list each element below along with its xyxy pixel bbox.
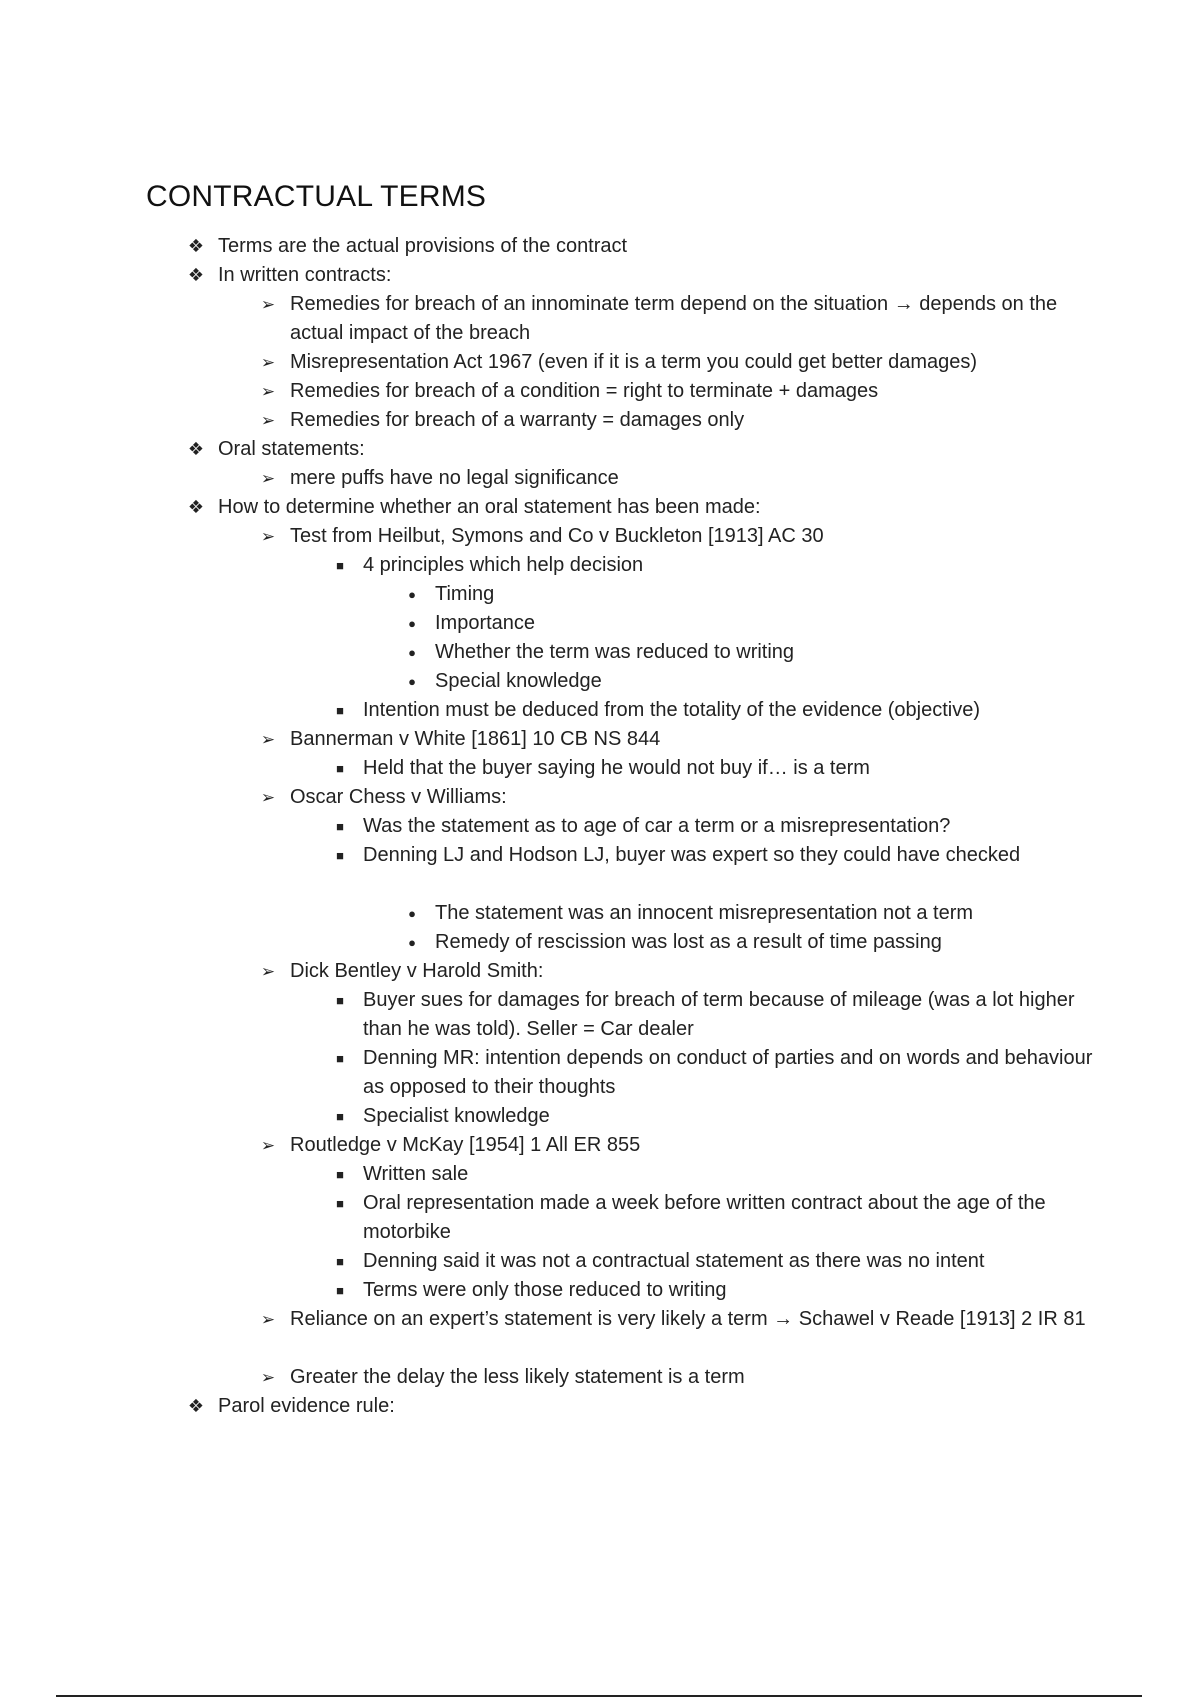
dot-bullet-icon: ● — [408, 616, 416, 631]
arrow-bullet-icon: ➢ — [260, 353, 276, 372]
list-item-text: Oral representation made a week before written contract about the age of the motorbike — [363, 1192, 1046, 1243]
list-item-text: The statement was an innocent misrepresentation not a term — [435, 902, 974, 924]
dot-bullet-icon: ● — [408, 906, 416, 921]
list-item-text: Parol evidence rule: — [218, 1395, 395, 1417]
arrow-bullet-icon: ➢ — [260, 730, 276, 749]
diamond-bullet-icon: ❖ — [187, 236, 205, 256]
list-item-text: Misrepresentation Act 1967 (even if it is a term you could get better damages) — [290, 351, 978, 373]
list-item — [0, 1247, 1200, 1276]
list-item — [0, 1131, 1200, 1160]
list-item-text: Routledge v McKay [1954] 1 All ER 855 — [290, 1134, 641, 1156]
list-item-text: Denning LJ and Hodson LJ, buyer was expert so they could have checked — [363, 844, 1021, 866]
list-item — [0, 435, 1200, 464]
list-item-text: Specialist knowledge — [363, 1105, 550, 1127]
list-item — [0, 1189, 1200, 1247]
list-item-text: How to determine whether an oral statement has been made: — [218, 496, 761, 518]
list-item-text: Timing — [435, 583, 495, 605]
list-item — [0, 638, 1200, 667]
list-item-text: Denning said it was not a contractual statement as there was no intent — [363, 1250, 985, 1272]
list-item-text: Remedies for breach of an innominate term depend on the situation → depends on the actual impact of the breach — [290, 293, 1058, 344]
list-item — [0, 957, 1200, 986]
arrow-bullet-icon: ➢ — [260, 411, 276, 430]
list-item-text: Special knowledge — [435, 670, 602, 692]
square-bullet-icon: ■ — [336, 1283, 344, 1298]
diamond-bullet-icon: ❖ — [187, 497, 205, 517]
arrow-bullet-icon: ➢ — [260, 527, 276, 546]
list-item — [0, 1160, 1200, 1189]
arrow-bullet-icon: ➢ — [260, 1310, 276, 1329]
list-item-text: Bannerman v White [1861] 10 CB NS 844 — [290, 728, 661, 750]
dot-bullet-icon: ● — [408, 587, 416, 602]
square-bullet-icon: ■ — [336, 761, 344, 776]
arrow-bullet-icon: ➢ — [260, 382, 276, 401]
arrow-bullet-icon: ➢ — [260, 962, 276, 981]
list-item — [0, 493, 1200, 522]
list-item — [0, 1363, 1200, 1392]
list-item-text: Intention must be deduced from the totality of the evidence (objective) — [363, 699, 981, 721]
list-item-text: Terms are the actual provisions of the contract — [218, 235, 628, 257]
list-item-text: Importance — [435, 612, 536, 634]
list-item — [0, 1044, 1200, 1102]
list-item-text: Greater the delay the less likely statement is a term — [290, 1366, 745, 1388]
list-item — [0, 1276, 1200, 1305]
list-item — [0, 1305, 1200, 1363]
square-bullet-icon: ■ — [336, 1196, 344, 1211]
square-bullet-icon: ■ — [336, 1167, 344, 1182]
list-item-text: Buyer sues for damages for breach of term because of mileage (was a lot higher than he was told). Seller = Car dealer — [363, 989, 1075, 1040]
list-item — [0, 522, 1200, 551]
list-item — [0, 580, 1200, 609]
list-item-text: Whether the term was reduced to writing — [435, 641, 795, 663]
list-item — [0, 696, 1200, 725]
list-item — [0, 1102, 1200, 1131]
square-bullet-icon: ■ — [336, 848, 344, 863]
square-bullet-icon: ■ — [336, 819, 344, 834]
list-item — [0, 899, 1200, 928]
list-item-text: Oscar Chess v Williams: — [290, 786, 507, 808]
list-item — [0, 928, 1200, 957]
arrow-bullet-icon: ➢ — [260, 788, 276, 807]
square-bullet-icon: ■ — [336, 993, 344, 1008]
list-item — [0, 261, 1200, 290]
square-bullet-icon: ■ — [336, 1109, 344, 1124]
list-item — [0, 783, 1200, 812]
dot-bullet-icon: ● — [408, 935, 416, 950]
list-item — [0, 406, 1200, 435]
list-item-text: Remedies for breach of a condition = right to terminate + damages — [290, 380, 879, 402]
list-item — [0, 812, 1200, 841]
list-item — [0, 725, 1200, 754]
list-item — [0, 754, 1200, 783]
list-item-text: Remedies for breach of a warranty = damages only — [290, 409, 745, 431]
list-item — [0, 464, 1200, 493]
arrow-bullet-icon: ➢ — [260, 295, 276, 314]
list-item — [0, 841, 1200, 899]
list-item-text: Written sale — [363, 1163, 469, 1185]
list-item — [0, 551, 1200, 580]
diamond-bullet-icon: ❖ — [187, 439, 205, 459]
list-item-text: In written contracts: — [218, 264, 392, 286]
list-item — [0, 986, 1200, 1044]
list-item-text: Terms were only those reduced to writing — [363, 1279, 727, 1301]
dot-bullet-icon: ● — [408, 674, 416, 689]
arrow-bullet-icon: ➢ — [260, 469, 276, 488]
square-bullet-icon: ■ — [336, 703, 344, 718]
list-item-text: 4 principles which help decision — [363, 554, 644, 576]
list-item — [0, 609, 1200, 638]
list-item-text: Held that the buyer saying he would not buy if… is a term — [363, 757, 870, 779]
page-title: CONTRACTUAL TERMS — [146, 180, 487, 213]
list-item-text: Test from Heilbut, Symons and Co v Buckleton [1913] AC 30 — [290, 525, 824, 547]
list-item — [0, 1392, 1200, 1421]
list-item — [0, 377, 1200, 406]
list-item — [0, 348, 1200, 377]
footer-divider — [56, 1695, 1142, 1697]
list-item-text: Dick Bentley v Harold Smith: — [290, 960, 544, 982]
list-item-text: Denning MR: intention depends on conduct of parties and on words and behaviour as opposed to their thoughts — [363, 1047, 1093, 1098]
list-item-text: mere puffs have no legal significance — [290, 467, 619, 489]
list-item-text: Oral statements: — [218, 438, 365, 460]
notes-list — [0, 232, 1200, 1421]
diamond-bullet-icon: ❖ — [187, 265, 205, 285]
list-item — [0, 232, 1200, 261]
square-bullet-icon: ■ — [336, 1051, 344, 1066]
diamond-bullet-icon: ❖ — [187, 1396, 205, 1416]
square-bullet-icon: ■ — [336, 1254, 344, 1269]
square-bullet-icon: ■ — [336, 558, 344, 573]
list-item-text: Reliance on an expert’s statement is very likely a term → Schawel v Reade [1913] 2 IR 81 — [290, 1308, 1086, 1330]
list-item-text: Was the statement as to age of car a term or a misrepresentation? — [363, 815, 951, 837]
arrow-bullet-icon: ➢ — [260, 1368, 276, 1387]
list-item — [0, 290, 1200, 348]
list-item — [0, 667, 1200, 696]
arrow-bullet-icon: ➢ — [260, 1136, 276, 1155]
dot-bullet-icon: ● — [408, 645, 416, 660]
list-item-text: Remedy of rescission was lost as a result of time passing — [435, 931, 942, 953]
